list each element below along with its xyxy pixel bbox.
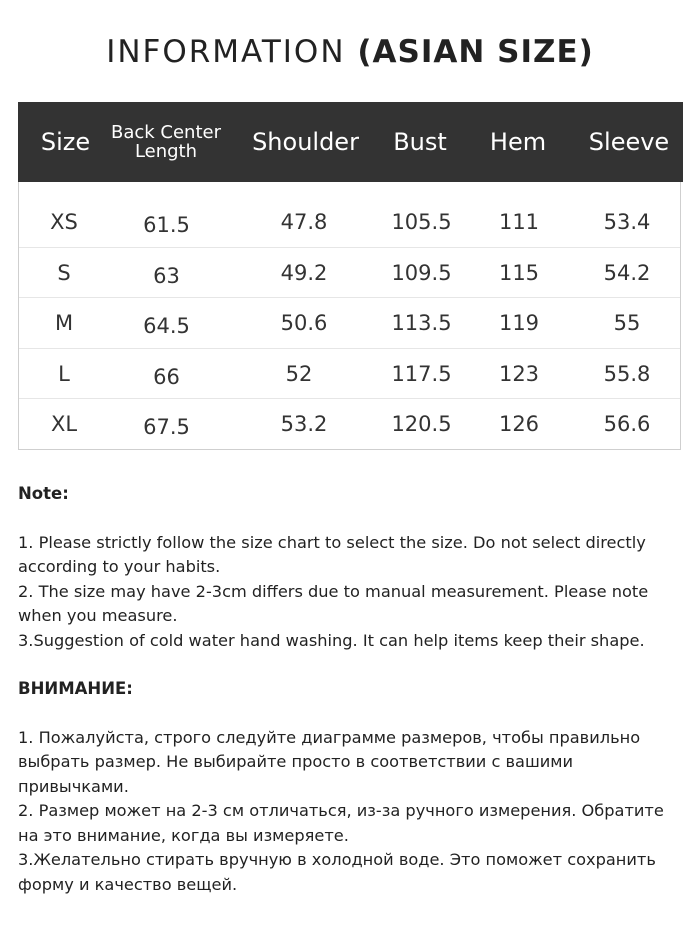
cell-hem: 123 (498, 362, 540, 386)
cell-sleeve: 56.6 (603, 412, 651, 436)
cell-hem: 119 (498, 311, 540, 335)
note-heading: ВНИМАНИЕ: (18, 679, 133, 698)
cell-shoulder: 50.6 (280, 311, 328, 335)
table-header (18, 102, 683, 182)
cell-back-center-length: 61.5 (143, 213, 190, 237)
cell-size: XS (50, 210, 78, 234)
cell-bust: 109.5 (391, 261, 452, 285)
cell-back-center-length: 66 (153, 365, 180, 389)
table-row (19, 197, 680, 247)
header-length: Length (134, 141, 198, 162)
cell-sleeve: 55.8 (603, 362, 651, 386)
size-table (18, 102, 681, 450)
table-row (19, 398, 680, 449)
cell-bust: 113.5 (391, 311, 452, 335)
cell-hem: 126 (498, 412, 540, 436)
cell-size: M (54, 311, 74, 335)
note-line: 3.Suggestion of cold water hand washing. It can help items keep their shape. (18, 630, 645, 650)
header-back-center-length (110, 102, 222, 182)
cell-hem: 115 (498, 261, 540, 285)
note-line: 3.Желательно стирать вручную в холодной воде. Это поможет сохранить форму и качество вещей. (18, 850, 656, 894)
cell-size: L (58, 362, 70, 386)
header-sleeve: Sleeve (588, 128, 670, 156)
title-light: INFORMATION (106, 34, 346, 70)
cell-shoulder: 49.2 (280, 261, 328, 285)
header-hem: Hem (489, 128, 547, 156)
note-line: 1. Пожалуйста, строго следуйте диаграмме размеров, чтобы правильно выбрать размер. Не выбирайте просто в соответствии с вашими привычками. (18, 727, 641, 796)
cell-back-center-length: 64.5 (143, 314, 190, 338)
header-bust: Bust (393, 128, 447, 156)
cell-bust: 117.5 (391, 362, 452, 386)
table-row (19, 348, 680, 399)
cell-sleeve: 53.4 (603, 210, 651, 234)
cell-back-center-length: 63 (153, 264, 180, 288)
header-back-center: Back Center (110, 122, 221, 143)
cell-bust: 120.5 (391, 412, 452, 436)
cell-shoulder: 52 (285, 362, 313, 386)
note-line: 2. The size may have 2-3cm differs due to manual measurement. Please note when you measure. (18, 581, 649, 625)
cell-shoulder: 47.8 (280, 210, 328, 234)
header-size: Size (40, 128, 91, 156)
note-english (18, 482, 688, 653)
note-heading: Note: (18, 484, 69, 503)
note-line: 2. Размер может на 2-3 см отличаться, из-за ручного измерения. Обратите на это внимание, когда вы измеряете. (18, 801, 664, 845)
note-line: 1. Please strictly follow the size chart to select the size. Do not select directly according to your habits. (18, 532, 646, 576)
cell-back-center-length: 67.5 (143, 415, 190, 439)
page-title (0, 34, 700, 70)
cell-shoulder: 53.2 (280, 412, 328, 436)
cell-sleeve: 55 (613, 311, 641, 335)
title-bold: (ASIAN SIZE) (357, 34, 594, 70)
cell-size: S (57, 261, 71, 285)
cell-sleeve: 54.2 (603, 261, 651, 285)
table-row (19, 247, 680, 298)
header-shoulder: Shoulder (252, 128, 359, 156)
cell-size: XL (50, 412, 78, 436)
note-russian (18, 677, 688, 897)
table-row (19, 297, 680, 348)
cell-bust: 105.5 (391, 210, 452, 234)
cell-hem: 111 (498, 210, 540, 234)
